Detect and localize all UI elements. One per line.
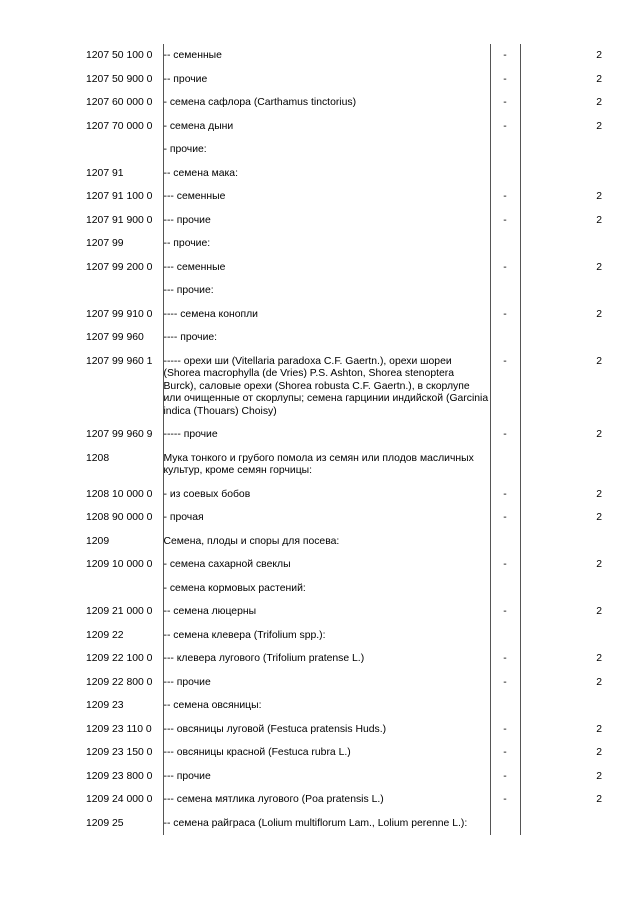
rate-cell: 2 xyxy=(596,191,602,202)
code-cell xyxy=(86,577,163,601)
rate-cell: 2 xyxy=(596,120,602,132)
table-row xyxy=(86,647,602,671)
table-row xyxy=(86,279,602,303)
table-row xyxy=(86,138,602,162)
table-row xyxy=(86,256,602,280)
description-cell: ----- прочие xyxy=(163,423,490,447)
description-cell: Мука тонкого и грубого помола из семян или плодов масличных культур, кроме семян горчицы: xyxy=(163,447,490,483)
rate-cell: 2 xyxy=(596,488,602,500)
rate-cell: 2 xyxy=(596,653,602,664)
code-cell: 1207 99 910 0 xyxy=(86,303,163,327)
description-cell: - семена кормовых растений: xyxy=(163,577,490,601)
code-cell: 1209 23 150 0 xyxy=(86,741,163,765)
description-cell: - прочая xyxy=(163,506,490,530)
description-cell: -- семена люцерны xyxy=(163,600,490,624)
code-cell: 1209 24 000 0 xyxy=(86,788,163,812)
rate-cell: 2 xyxy=(596,429,602,440)
table-row xyxy=(86,447,602,483)
description-cell: --- прочие: xyxy=(163,279,490,303)
unit-cell: - xyxy=(490,350,520,424)
rate-cell xyxy=(520,326,602,350)
rate-cell: 2 xyxy=(596,512,602,523)
rate-cell: 2 xyxy=(596,214,602,226)
code-cell xyxy=(86,138,163,162)
description-cell: -- семена овсяницы: xyxy=(163,694,490,718)
unit-cell: - xyxy=(490,483,520,507)
description-cell: -- семена клевера (Trifolium spp.): xyxy=(163,624,490,648)
unit-cell: - xyxy=(490,647,520,671)
unit-cell: - xyxy=(490,115,520,139)
unit-cell: - xyxy=(490,506,520,530)
unit-cell: - xyxy=(490,553,520,577)
tariff-table xyxy=(86,44,602,835)
table-row xyxy=(86,741,602,765)
rate-cell: 2 xyxy=(596,97,602,108)
unit-cell xyxy=(490,530,520,554)
unit-cell: - xyxy=(490,423,520,447)
rate-cell xyxy=(520,624,602,648)
code-cell: 1209 21 000 0 xyxy=(86,600,163,624)
description-cell: - из соевых бобов xyxy=(163,483,490,507)
unit-cell: - xyxy=(490,303,520,327)
code-cell: 1207 91 xyxy=(86,162,163,186)
rate-cell: 2 xyxy=(596,308,602,320)
table-row xyxy=(86,326,602,350)
unit-cell: - xyxy=(490,185,520,209)
unit-cell: - xyxy=(490,671,520,695)
code-cell: 1207 99 xyxy=(86,232,163,256)
code-cell: 1207 60 000 0 xyxy=(86,91,163,115)
description-cell: --- прочие xyxy=(163,209,490,233)
unit-cell: - xyxy=(490,788,520,812)
description-cell: ---- семена конопли xyxy=(163,303,490,327)
description-cell: -- прочие: xyxy=(163,232,490,256)
table-row xyxy=(86,765,602,789)
code-cell: 1208 10 000 0 xyxy=(86,483,163,507)
rate-cell: 2 xyxy=(596,355,602,367)
code-cell: 1208 xyxy=(86,447,163,483)
unit-cell: - xyxy=(490,741,520,765)
description-cell: --- семена мятлика лугового (Poa pratensis L.) xyxy=(163,788,490,812)
code-cell: 1208 90 000 0 xyxy=(86,506,163,530)
unit-cell xyxy=(490,812,520,836)
rate-cell: 2 xyxy=(596,261,602,273)
description-cell: ----- орехи ши (Vitellaria paradoxa C.F. Gaertn.), орехи шореи (Shorea macrophylla (de Vries) P.S. Ashton, Shorea stenoptera Burck), саловые орехи (Shorea robusta C.F. Gaertn.), в скорлупе или очищенные от скорлупы; семена гарцинии индийской (Garcinia indica (Thouars) Choisy) xyxy=(163,350,490,424)
unit-cell xyxy=(490,162,520,186)
code-cell: 1209 23 xyxy=(86,694,163,718)
unit-cell: - xyxy=(490,68,520,92)
table-row xyxy=(86,423,602,447)
rate-cell: 2 xyxy=(596,723,602,735)
description-cell: -- семена мака: xyxy=(163,162,490,186)
description-cell: --- прочие xyxy=(163,765,490,789)
code-cell: 1209 xyxy=(86,530,163,554)
code-cell: 1209 22 800 0 xyxy=(86,671,163,695)
rate-cell xyxy=(520,530,602,554)
rate-cell xyxy=(520,812,602,836)
description-cell: -- семенные xyxy=(163,44,490,68)
description-cell: --- овсяницы луговой (Festuca pratensis Huds.) xyxy=(163,718,490,742)
description-cell: - семена дыни xyxy=(163,115,490,139)
code-cell xyxy=(86,279,163,303)
tariff-table-body xyxy=(86,44,602,835)
description-cell: - семена сахарной свеклы xyxy=(163,553,490,577)
unit-cell: - xyxy=(490,600,520,624)
rate-cell xyxy=(520,694,602,718)
code-cell: 1209 10 000 0 xyxy=(86,553,163,577)
table-row xyxy=(86,600,602,624)
code-cell: 1207 50 900 0 xyxy=(86,68,163,92)
rate-cell xyxy=(520,577,602,601)
rate-cell: 2 xyxy=(596,50,602,61)
description-cell: -- семена райграса (Lolium multiflorum Lam., Lolium perenne L.): xyxy=(163,812,490,836)
rate-cell xyxy=(520,162,602,186)
unit-cell xyxy=(490,279,520,303)
unit-cell xyxy=(490,326,520,350)
description-cell: -- прочие xyxy=(163,68,490,92)
description-cell: Семена, плоды и споры для посева: xyxy=(163,530,490,554)
rate-cell: 2 xyxy=(596,559,602,570)
rate-cell: 2 xyxy=(596,794,602,805)
table-row xyxy=(86,506,602,530)
rate-cell xyxy=(520,138,602,162)
table-row xyxy=(86,553,602,577)
table-row xyxy=(86,624,602,648)
table-row xyxy=(86,350,602,424)
unit-cell xyxy=(490,232,520,256)
table-row xyxy=(86,694,602,718)
unit-cell: - xyxy=(490,256,520,280)
table-row xyxy=(86,162,602,186)
unit-cell: - xyxy=(490,91,520,115)
table-row xyxy=(86,44,602,68)
table-row xyxy=(86,185,602,209)
table-row xyxy=(86,303,602,327)
unit-cell: - xyxy=(490,209,520,233)
description-cell: --- семенные xyxy=(163,185,490,209)
rate-cell: 2 xyxy=(596,770,602,782)
rate-cell xyxy=(520,279,602,303)
table-row xyxy=(86,718,602,742)
unit-cell xyxy=(490,138,520,162)
code-cell: 1207 91 900 0 xyxy=(86,209,163,233)
rate-cell xyxy=(520,447,602,483)
unit-cell: - xyxy=(490,718,520,742)
table-row xyxy=(86,812,602,836)
code-cell: 1209 25 xyxy=(86,812,163,836)
rate-cell: 2 xyxy=(596,676,602,688)
code-cell: 1207 99 960 9 xyxy=(86,423,163,447)
description-cell: --- семенные xyxy=(163,256,490,280)
rate-cell xyxy=(520,232,602,256)
code-cell: 1207 50 100 0 xyxy=(86,44,163,68)
unit-cell: - xyxy=(490,44,520,68)
description-cell: - прочие: xyxy=(163,138,490,162)
table-row xyxy=(86,91,602,115)
table-row xyxy=(86,483,602,507)
unit-cell xyxy=(490,447,520,483)
unit-cell xyxy=(490,624,520,648)
table-row xyxy=(86,671,602,695)
table-row xyxy=(86,788,602,812)
table-row xyxy=(86,577,602,601)
table-row xyxy=(86,209,602,233)
description-cell: --- прочие xyxy=(163,671,490,695)
description-cell: - семена сафлора (Carthamus tinctorius) xyxy=(163,91,490,115)
table-row xyxy=(86,232,602,256)
unit-cell xyxy=(490,577,520,601)
rate-cell: 2 xyxy=(596,747,602,758)
code-cell: 1209 22 xyxy=(86,624,163,648)
description-cell: --- овсяницы красной (Festuca rubra L.) xyxy=(163,741,490,765)
code-cell: 1209 23 800 0 xyxy=(86,765,163,789)
code-cell: 1207 99 960 xyxy=(86,326,163,350)
description-cell: --- клевера лугового (Trifolium pratense L.) xyxy=(163,647,490,671)
code-cell: 1209 22 100 0 xyxy=(86,647,163,671)
unit-cell: - xyxy=(490,765,520,789)
code-cell: 1207 70 000 0 xyxy=(86,115,163,139)
table-row xyxy=(86,68,602,92)
description-cell: ---- прочие: xyxy=(163,326,490,350)
code-cell: 1209 23 110 0 xyxy=(86,718,163,742)
code-cell: 1207 91 100 0 xyxy=(86,185,163,209)
table-row xyxy=(86,115,602,139)
code-cell: 1207 99 960 1 xyxy=(86,350,163,424)
rate-cell: 2 xyxy=(596,73,602,85)
code-cell: 1207 99 200 0 xyxy=(86,256,163,280)
unit-cell xyxy=(490,694,520,718)
rate-cell: 2 xyxy=(596,606,602,617)
table-row xyxy=(86,530,602,554)
